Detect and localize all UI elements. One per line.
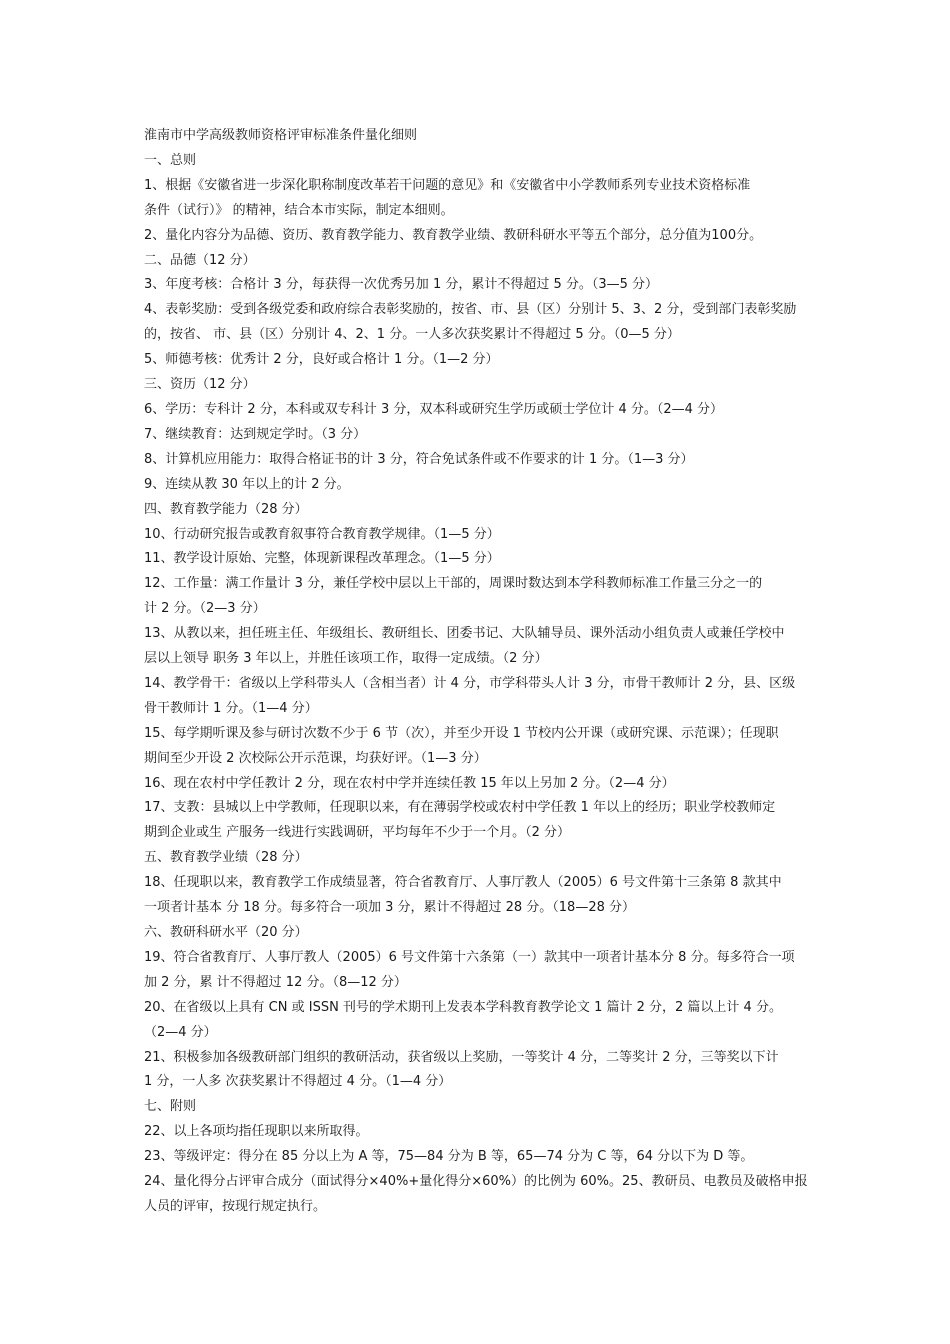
document-line: 13、从教以来，担任班主任、年级组长、教研组长、团委书记、大队辅导员、课外活动小组负责人或兼任学校中 bbox=[144, 626, 785, 642]
document-line: 四、教育教学能力（28 分） bbox=[144, 501, 308, 517]
document-line: （2—4 分） bbox=[144, 1024, 217, 1040]
document-lines bbox=[144, 149, 812, 1220]
document-line: 16、现在农村中学任教计 2 分，现在农村中学并连续任教 15 年以上另加 2 分。（2—4 分） bbox=[144, 775, 675, 791]
document-line: 的，按省、 市、县（区）分别计 4、2、1 分。一人多次获奖累计不得超过 5 分。（0—5 分） bbox=[144, 327, 680, 343]
document-line: 7、继续教育：达到规定学时。（3 分） bbox=[144, 426, 367, 442]
document-line: 17、支教：县城以上中学教师，任现职以来，有在薄弱学校或农村中学任教 1 年以上的经历；职业学校教师定 bbox=[144, 800, 776, 816]
document-line: 计 2 分。（2—3 分） bbox=[144, 601, 266, 617]
document-line: 21、积极参加各级教研部门组织的教研活动，获省级以上奖励，一等奖计 4 分，二等奖计 2 分，三等奖以下计 bbox=[144, 1049, 779, 1065]
document-line: 22、以上各项均指任现职以来所取得。 bbox=[144, 1124, 369, 1140]
document-line: 层以上领导 职务 3 年以上，并胜任该项工作，取得一定成绩。（2 分） bbox=[144, 651, 548, 667]
document-line: 10、行动研究报告或教育叙事符合教育教学规律。（1—5 分） bbox=[144, 526, 500, 542]
document-title: 淮南市中学高级教师资格评审标准条件量化细则 bbox=[144, 128, 418, 143]
document-line: 七、附则 bbox=[144, 1099, 197, 1115]
document-line: 3、年度考核：合格计 3 分，每获得一次优秀另加 1 分，累计不得超过 5 分。（3—5 分） bbox=[144, 277, 659, 293]
document-line: 五、教育教学业绩（28 分） bbox=[144, 850, 308, 866]
document-line: 6、学历：专科计 2 分，本科或双专科计 3 分，双本科或研究生学历或硕士学位计 4 分。（2—4 分） bbox=[144, 401, 724, 417]
document-line: 11、教学设计原始、完整，体现新课程改革理念。（1—5 分） bbox=[144, 551, 500, 567]
document-line: 2、量化内容分为品德、资历、教育教学能力、教育教学业绩、教研科研水平等五个部分，总分值为100分。 bbox=[144, 227, 763, 243]
document-line: 5、师德考核：优秀计 2 分，良好或合格计 1 分。（1—2 分） bbox=[144, 352, 499, 368]
document-line: 一项者计基本 分 18 分。每多符合一项加 3 分，累计不得超过 28 分。（18—28 分） bbox=[144, 900, 635, 916]
document-line: 12、工作量：满工作量计 3 分，兼任学校中层以上干部的，周课时数达到本学科教师标准工作量三分之一的 bbox=[144, 576, 763, 592]
document-line: 9、连续从教 30 年以上的计 2 分。 bbox=[144, 476, 350, 492]
document-line: 15、每学期听课及参与研讨次数不少于 6 节（次），并至少开设 1 节校内公开课（或研究课、示范课）；任现职 bbox=[144, 725, 779, 741]
document-line: 六、教研科研水平（20 分） bbox=[144, 925, 308, 940]
document-line: 人员的评审，按现行规定执行。 bbox=[144, 1198, 327, 1214]
document-line: 1、根据《安徽省进一步深化职称制度改革若干问题的意见》和《安徽省中小学教师系列专业技术资格标准 bbox=[144, 177, 751, 193]
document-body bbox=[144, 124, 812, 1220]
document-line: 18、任现职以来，教育教学工作成绩显著，符合省教育厅、人事厅教人（2005）6 号文件第十三条第 8 款其中 bbox=[144, 875, 782, 891]
document-line: 8、计算机应用能力：取得合格证书的计 3 分，符合免试条件或不作要求的计 1 分。（1—3 分） bbox=[144, 451, 694, 467]
document-line: 24、量化得分占评审合成分（面试得分×40%+量化得分×60%）的比例为 60%。25、教研员、电教员及破格申报 bbox=[144, 1174, 808, 1190]
document-line: 1 分，一人多 次获奖累计不得超过 4 分。（1—4 分） bbox=[144, 1074, 452, 1090]
document-line: 三、资历（12 分） bbox=[144, 377, 256, 393]
document-line: 加 2 分，累 计不得超过 12 分。（8—12 分） bbox=[144, 974, 407, 990]
document-line: 23、等级评定：得分在 85 分以上为 A 等，75—84 分为 B 等，65—74 分为 C 等，64 分以下为 D 等。 bbox=[144, 1149, 754, 1165]
document-line: 一、总则 bbox=[144, 152, 197, 168]
document-line: 4、表彰奖励：受到各级党委和政府综合表彰奖励的，按省、市、县（区）分别计 5、3、2 分，受到部门表彰奖励 bbox=[144, 302, 797, 318]
document-line: 条件（试行）》 的精神，结合本市实际，制定本细则。 bbox=[144, 202, 454, 218]
document-line: 期间至少开设 2 次校际公开示范课，均获好评。（1—3 分） bbox=[144, 750, 487, 766]
document-line: 14、教学骨干：省级以上学科带头人（含相当者）计 4 分，市学科带头人计 3 分，市骨干教师计 2 分，县、区级 bbox=[144, 675, 796, 691]
document-line: 20、在省级以上具有 CN 或 ISSN 刊号的学术期刊上发表本学科教育教学论文 1 篇计 2 分，2 篇以上计 4 分。 bbox=[144, 999, 782, 1015]
document-line: 二、品德（12 分） bbox=[144, 252, 256, 268]
document-line: 19、符合省教育厅、人事厅教人（2005）6 号文件第十六条第（一）款其中一项者计基本分 8 分。每多符合一项 bbox=[144, 949, 795, 965]
document-line: 骨干教师计 1 分。（1—4 分） bbox=[144, 700, 318, 716]
document-line: 期到企业或生 产服务一线进行实践调研，平均每年不少于一个月。（2 分） bbox=[144, 825, 571, 841]
